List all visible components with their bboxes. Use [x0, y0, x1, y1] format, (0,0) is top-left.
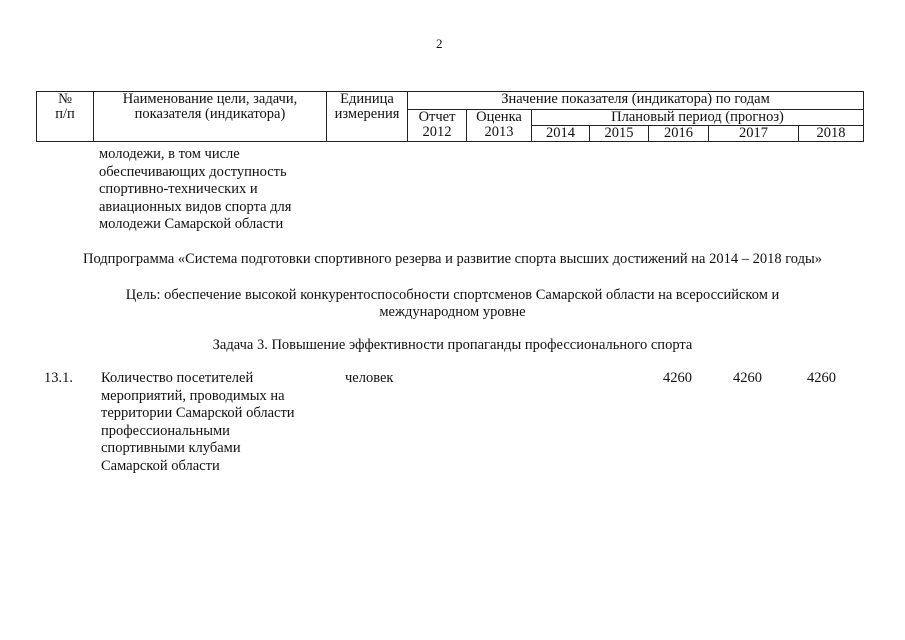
- header-year-2013: 2013: [484, 124, 514, 140]
- header-year-2015: 2015: [590, 126, 649, 142]
- header-year-2017: 2017: [709, 126, 799, 142]
- row-unit: человек: [345, 370, 394, 386]
- header-col-num-line2: п/п: [55, 106, 75, 122]
- row-name-line: профессиональными: [101, 422, 230, 439]
- task-title: Задача 3. Повышение эффективности пропаганды профессионального спорта: [212, 337, 693, 353]
- goal-line: Цель: обеспечение высокой конкурентоспособности спортсменов Самарской области на всероссийском и: [125, 287, 780, 303]
- goal-line: международном уровне: [379, 304, 526, 320]
- header-col-unit-line2: измерения: [334, 106, 400, 122]
- goal-text: [0, 287, 905, 321]
- row-value-2017: 4260: [733, 370, 762, 386]
- header-year-2014: 2014: [532, 126, 590, 142]
- header-plan-label: Плановый период (прогноз): [532, 110, 864, 126]
- subprogram-title: Подпрограмма «Система подготовки спортивного резерва и развитие спорта высших достижений на 2014 – 2018 годы»: [83, 251, 822, 267]
- row-name-line: мероприятий, проводимых на: [101, 387, 285, 404]
- header-col-name: [94, 92, 327, 142]
- row-value-2018: 4260: [807, 370, 836, 386]
- header-col-num-line1: №: [58, 91, 72, 107]
- header-year-2018: 2018: [799, 126, 864, 142]
- header-col-name-line2: показателя (индикатора): [134, 106, 286, 122]
- row-number: 13.1.: [44, 370, 73, 386]
- row-name-line: спортивными клубами: [101, 440, 241, 456]
- indicator-table-header: [36, 91, 864, 142]
- continuation-line: спортивно-технических и: [99, 181, 258, 197]
- row-name-line: Количество посетителей: [101, 370, 254, 386]
- continuation-line: молодежи, в том числе: [99, 146, 240, 162]
- row-name-line: территории Самарской области: [101, 405, 295, 421]
- row-name-line: Самарской области: [101, 457, 220, 474]
- row-indicator-name: [101, 370, 331, 475]
- header-col-unit: [327, 92, 408, 142]
- header-estimate: [467, 110, 532, 142]
- header-report: [408, 110, 467, 142]
- continuation-line: обеспечивающих доступность: [99, 163, 287, 180]
- continuation-line: молодежи Самарской области: [99, 216, 284, 232]
- row-value-2016: 4260: [663, 370, 692, 386]
- header-report-label: Отчет: [418, 109, 456, 125]
- header-year-2012: 2012: [422, 124, 452, 140]
- continuation-text: [99, 146, 339, 234]
- page-number: 2: [436, 36, 443, 51]
- header-year-2016: 2016: [649, 126, 709, 142]
- header-values-title: Значение показателя (индикатора) по годам: [408, 92, 864, 110]
- header-col-num: [37, 92, 94, 142]
- header-col-name-line1: Наименование цели, задачи,: [122, 91, 298, 107]
- header-col-unit-line1: Единица: [340, 91, 394, 107]
- header-estimate-label: Оценка: [476, 109, 522, 125]
- continuation-line: авиационных видов спорта для: [99, 198, 292, 215]
